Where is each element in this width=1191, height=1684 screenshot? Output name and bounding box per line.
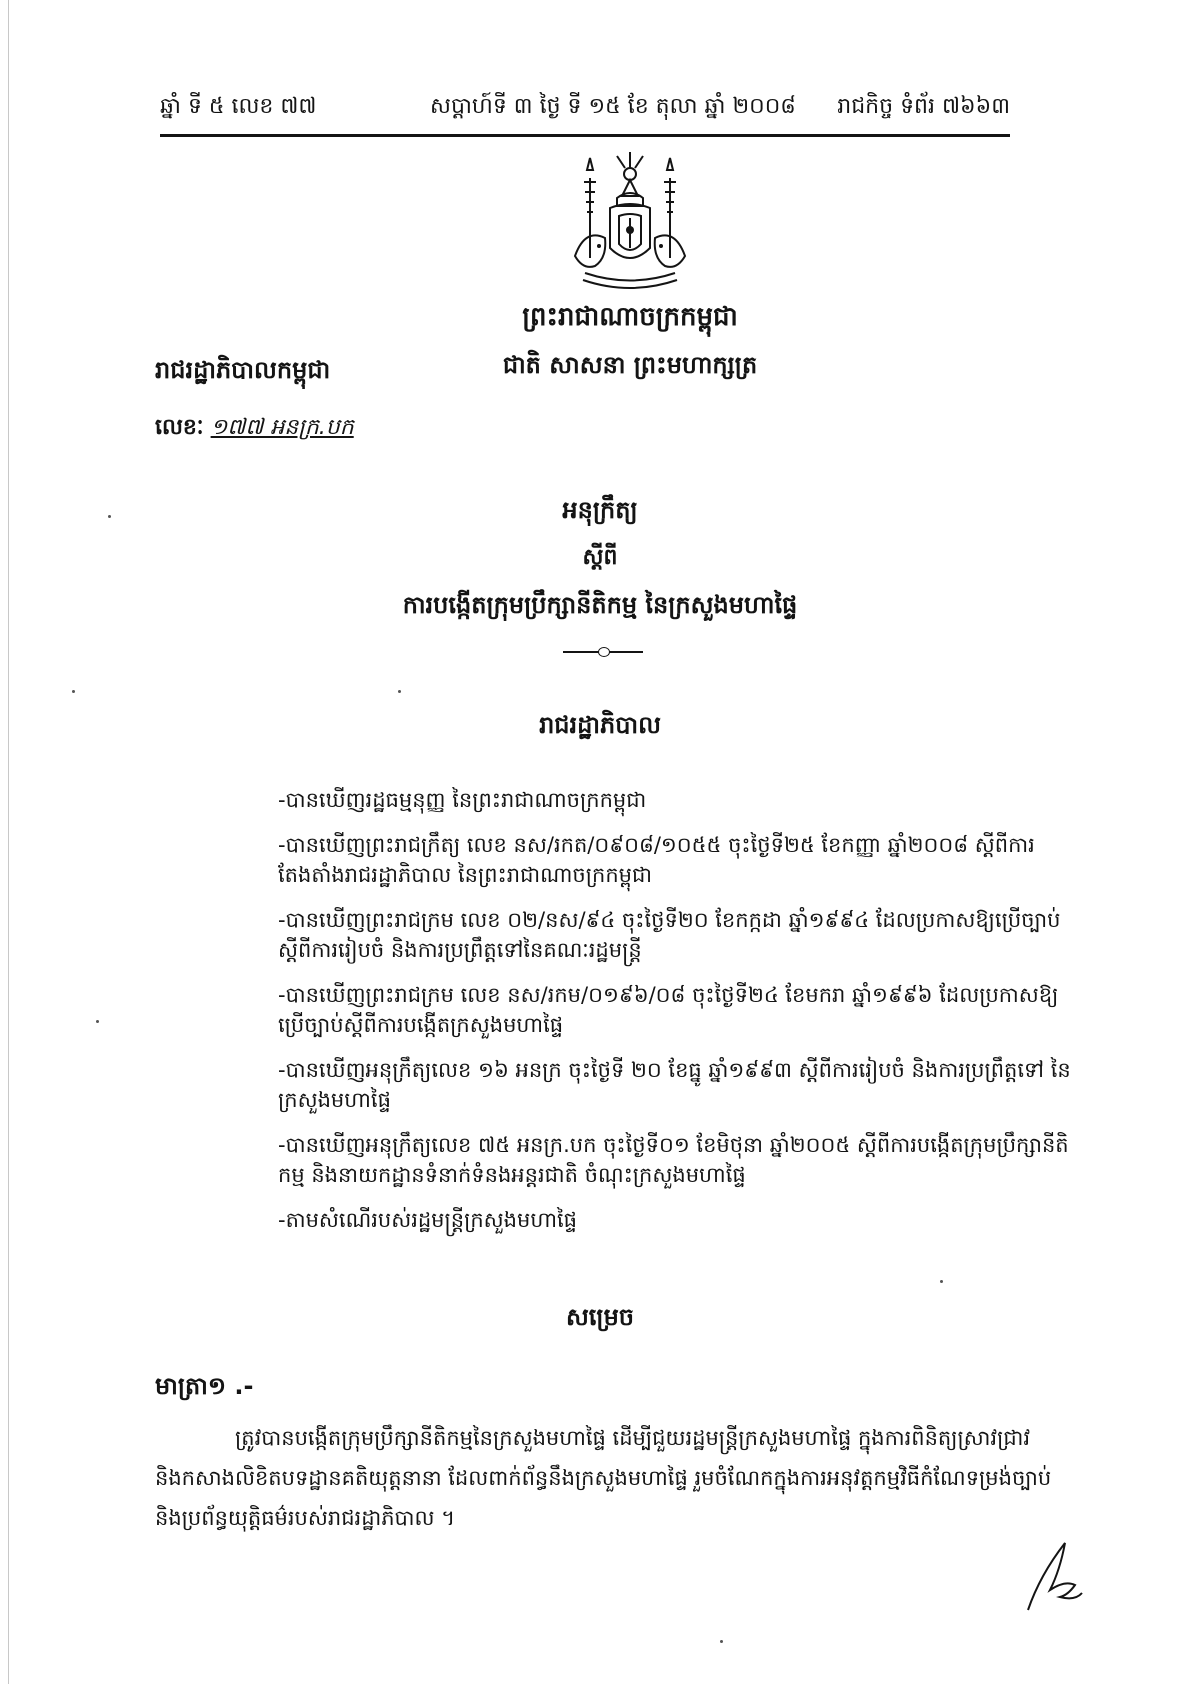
scan-speck (720, 1640, 723, 1643)
scan-speck (72, 690, 75, 693)
national-motto: ជាតិ សាសនា ព្រះមហាក្សត្រ (502, 351, 758, 379)
preamble-clause: -តាមសំណើរបស់រដ្ឋមន្ត្រីក្រសួងមហាផ្ទៃ (278, 1208, 577, 1232)
preamble-clause: -បានឃើញអនុក្រឹត្យលេខ ៧៥ អនក្រ.បក ចុះថ្ងៃទី០១ ខែមិថុនា ឆ្នាំ២០០៥ ស្តីពីការបង្កើតក្រុមប្រឹក្សានីតិកម្ម និងនាយកដ្ឋានទំនាក់ទំនងអន្តរជាតិ ចំណុះក្រសួងមហាផ្ទៃ (278, 1133, 1069, 1187)
preamble-clause: -បានឃើញអនុក្រឹត្យលេខ ១៦ អនក្រ ចុះថ្ងៃទី ២០ ខែធ្នូ ឆ្នាំ១៩៩៣ ស្តីពីការរៀបចំ និងការប្រព្រឹត្តទៅ នៃក្រសួងមហាផ្ទៃ (278, 1058, 1071, 1112)
preamble-clauses (278, 785, 1078, 1250)
document-subject: ការបង្កើតក្រុមប្រឹក្សានីតិកម្ម នៃក្រសួងមហាផ្ទៃ (402, 591, 798, 619)
scan-speck (940, 1280, 943, 1283)
royal-coat-of-arms-icon (555, 148, 705, 298)
document-regarding: ស្តីពី (582, 545, 618, 570)
header-date: សប្តាហ៍ទី ៣ ថ្ងៃ ទី ១៥ ខែ តុលា ឆ្នាំ ២០០៨ (430, 94, 796, 119)
preamble-clause: -បានឃើញព្រះរាជក្រម លេខ នស/រកម/០១៩៦/០៨ ចុះថ្ងៃទី២៤ ខែមករា ឆ្នាំ១៩៩៦ ដែលប្រកាសឱ្យប្រើច្បាប់ស្តីពីការបង្កើតក្រសួងមហាផ្ទៃ (278, 983, 1059, 1037)
scan-speck (398, 690, 401, 693)
reference-number (155, 413, 354, 445)
issuer-name: រាជរដ្ឋាភិបាលកម្ពុជា (155, 356, 331, 384)
header-issue-number: ឆ្នាំ ទី ៥ លេខ ៧៧ (160, 94, 317, 119)
scan-speck (108, 515, 111, 518)
article-body: ត្រូវបានបង្កើតក្រុមប្រឹក្សានីតិកម្មនៃក្រសួងមហាផ្ទៃ ដើម្បីជួយរដ្ឋមន្ត្រីក្រសួងមហាផ្ទៃ ក្នុងការពិនិត្យស្រាវជ្រាវ និងកសាងលិខិតបទដ្ឋានគតិយុត្តនានា ដែលពាក់ព័ន្ធនឹងក្រសួងមហាផ្ទៃ រួមចំណែកក្នុងការអនុវត្តកម្មវិធីកំណែទម្រង់ច្បាប់ និងប្រព័ន្ធយុត្តិធម៌របស់រាជរដ្ឋាភិបាល ។ (155, 1426, 1052, 1530)
government-heading: រាជរដ្ឋាភិបាល (539, 711, 661, 739)
reference-value: ១៧៧ អនក្រ.បក (210, 415, 354, 440)
header-page-number: រាជកិច្ច ទំព័រ ៧៦៦៣ (837, 94, 1010, 119)
preamble-clause: -បានឃើញព្រះរាជក្រឹត្យ លេខ នស/រកត/០៩០៨/១០៥៥ ចុះថ្ងៃទី២៥ ខែកញ្ញា ឆ្នាំ២០០៨ ស្តីពីការតែងតាំងរាជរដ្ឋាភិបាល នៃព្រះរាជាណាចក្រកម្ពុជា (278, 833, 1035, 887)
ornamental-divider-center (598, 647, 610, 657)
handwritten-signature-icon (1020, 1535, 1090, 1615)
kingdom-name: ព្រះរាជាណាចក្រកម្ពុជា (522, 302, 738, 332)
preamble-clause: -បានឃើញរដ្ឋធម្មនុញ្ញ នៃព្រះរាជាណាចក្រកម្ពុជា (278, 788, 647, 812)
scan-speck (96, 1020, 99, 1023)
document-type: អនុក្រឹត្យ (562, 496, 638, 524)
header-rule (160, 134, 1010, 137)
gazette-header (160, 92, 1010, 132)
decision-heading: សម្រេច (565, 1303, 635, 1331)
article-heading: មាត្រា១ .- (155, 1372, 254, 1400)
scan-edge-line (8, 0, 9, 1684)
reference-label: លេខៈ (155, 415, 204, 440)
preamble-clause: -បានឃើញព្រះរាជក្រម លេខ ០២/នស/៩៤ ចុះថ្ងៃទី២០ ខែកក្កដា ឆ្នាំ១៩៩៤ ដែលប្រកាសឱ្យប្រើច្បាប់ស្តីពីការរៀបចំ និងការប្រព្រឹត្តទៅនៃគណៈរដ្ឋមន្ត្រី (278, 908, 1061, 962)
